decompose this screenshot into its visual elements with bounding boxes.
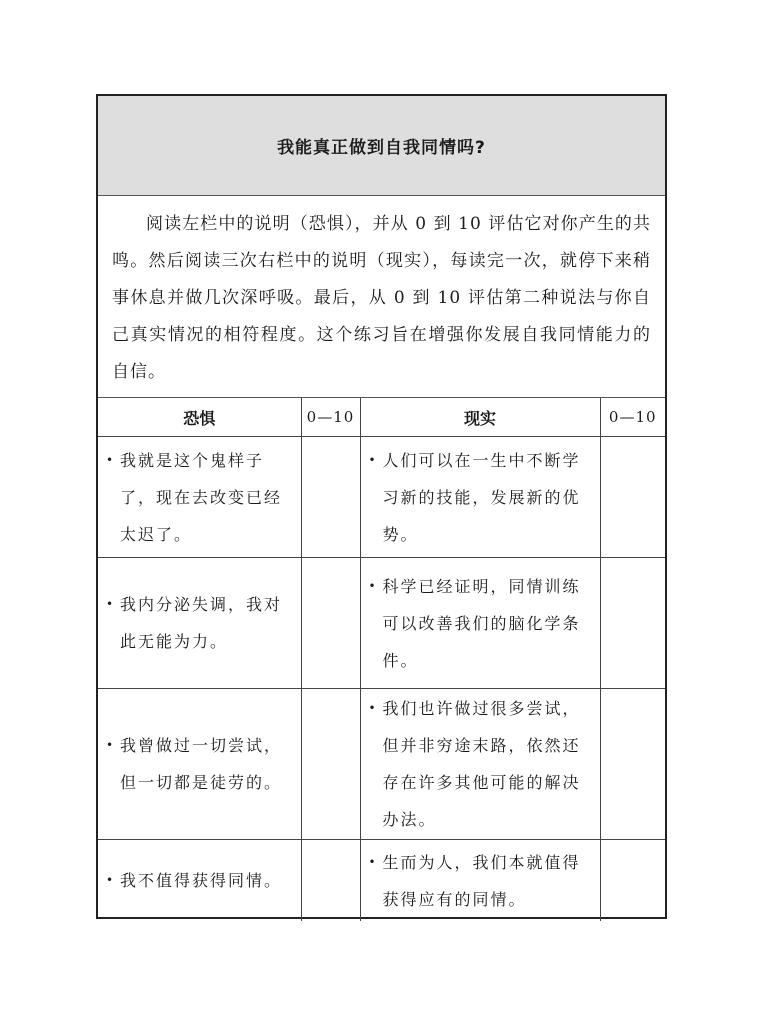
reality-score-field[interactable]: [600, 840, 665, 922]
reality-score-header: 0—10: [600, 398, 665, 437]
fear-score-header: 0—10: [301, 398, 360, 437]
fear-cell: [98, 558, 301, 689]
reality-score-field[interactable]: [600, 558, 665, 689]
fear-cell: [98, 437, 301, 558]
bullet-icon: •: [368, 578, 376, 593]
fear-statement: 我内分泌失调，我对此无能为力。: [120, 595, 283, 651]
bullet-icon: •: [106, 597, 114, 611]
bullet-icon: •: [106, 873, 114, 887]
instructions-paragraph: 阅读左栏中的说明（恐惧），并从 0 到 10 评估它对你产生的共鸣。然后阅读三次右栏中的说明（现实），每读完一次，就停下来稍事休息并做几次深呼吸。最后，从 0 到 10 评估第二种说法与你自己真实情况的相符程度。这个练习旨在增强你发展自我同情能力的自信。: [98, 196, 665, 398]
table-row: [98, 437, 665, 558]
title-band: [98, 96, 665, 196]
reality-cell: [360, 689, 600, 840]
bullet-icon: •: [368, 452, 376, 467]
fear-statement: 我就是这个鬼样子了，现在去改变已经太迟了。: [120, 450, 283, 544]
bullet-icon: •: [368, 701, 376, 715]
reality-score-field[interactable]: [600, 437, 665, 558]
fear-statement: 我曾做过一切尝试，但一切都是徒劳的。: [120, 736, 283, 792]
fear-reality-table: [98, 398, 665, 921]
fear-score-field[interactable]: [301, 558, 360, 689]
fear-statement: 我不值得获得同情。: [120, 871, 283, 890]
fear-score-field[interactable]: [301, 437, 360, 558]
table-row: [98, 689, 665, 840]
table-row: [98, 840, 665, 922]
fear-score-field[interactable]: [301, 840, 360, 922]
fear-score-field[interactable]: [301, 689, 360, 840]
bullet-icon: •: [368, 854, 376, 869]
reality-cell: [360, 437, 600, 558]
table-row: [98, 558, 665, 689]
table-header-row: [98, 398, 665, 437]
worksheet: [96, 94, 667, 919]
worksheet-title: 我能真正做到自我同情吗?: [277, 138, 486, 158]
fear-cell: [98, 840, 301, 922]
reality-score-field[interactable]: [600, 689, 665, 840]
fear-cell: [98, 689, 301, 840]
reality-statement: 科学已经证明，同情训练可以改善我们的脑化学条件。: [382, 576, 581, 670]
reality-statement: 人们可以在一生中不断学习新的技能，发展新的优势。: [382, 450, 581, 544]
reality-statement: 我们也许做过很多尝试，但并非穷途末路，依然还存在许多其他可能的解决办法。: [382, 699, 581, 829]
reality-statement: 生而为人，我们本就值得获得应有的同情。: [382, 852, 581, 909]
reality-cell: [360, 558, 600, 689]
reality-column-header: 现实: [360, 398, 600, 437]
bullet-icon: •: [106, 738, 114, 752]
reality-cell: [360, 840, 600, 922]
bullet-icon: •: [106, 452, 114, 467]
fear-column-header: 恐惧: [98, 398, 301, 437]
